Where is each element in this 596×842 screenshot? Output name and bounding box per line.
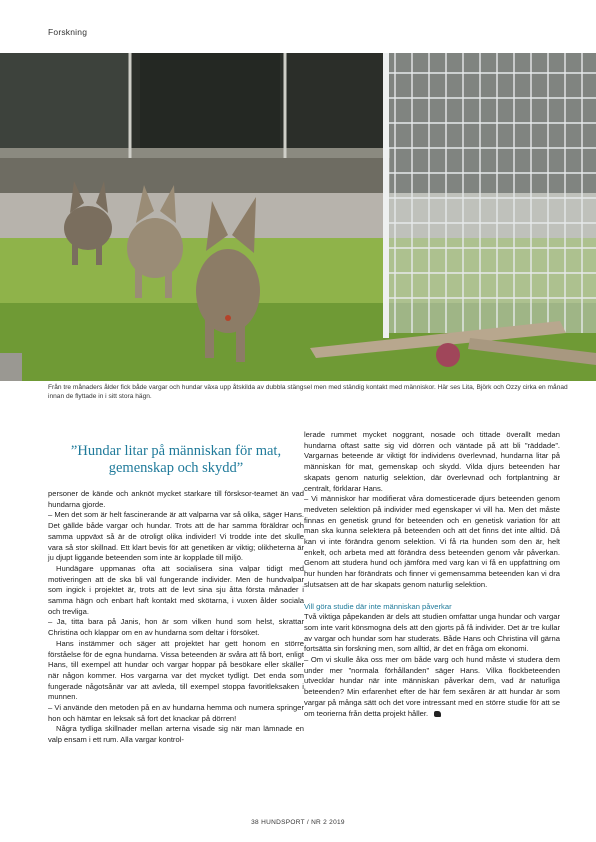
pull-quote: ”Hundar litar på människan för mat, gemenskap och skydd” (70, 443, 282, 476)
issue-number: NR 2 2019 (311, 819, 345, 826)
paragraph: – Vi människor har modifierat våra domesticerade djurs beteenden genom medveten selektion på individer med egenskaper vi vill ha. Men det måste finnas en genetisk grund för beteenden och en genetisk variation för att man ska kunna selektera på beteenden och att det finns det inte alltid. Då kan vi inte förändra genom selektion. Vi få rta hunden som den är, helt enkelt, och arbeta med att förändra dess beteenden genom vår påverkan. Genom att studera hund och jämföra med varg kan vi få en uppfattning om hur hunden har förändrats och finner vi gemensamma beteenden kan vi dra slutsatsen att de har skapats genom naturlig selektion. (304, 494, 560, 589)
page-footer (0, 819, 596, 826)
paragraph: – Vi använde den metoden på en av hundarna hemma och numera springer hon och hämtar en leksak så fort det knackar på dörren! (48, 703, 304, 723)
paragraph: Två viktiga påpekanden är dels att studien omfattar unga hundar och vargar som inte varit könsmogna dels att den gjorts på få individer. Det är tre kullar av vargar och hundar som har studerats. Både Hans och Christina vill gärna fortsätta sin forskning men, som alltid, är det en fråga om ekonomi. (304, 612, 560, 654)
footer-separator: / (306, 819, 309, 826)
paragraph: Hans instämmer och säger att projektet har gett honom en större förståelse för de egna hundarna. Vissa beteenden är svåra att få bort, enligt Hans, till exempel att hundar och vargar hoppar på besökare eller skäller när någon kommer. Hos vargarna var det mycket tydligt. Det enda som fungerade någotsånär var att avleda, till exempel stoppa favoritleksaken i munnen. (48, 638, 304, 702)
photo-caption: Från tre månaders ålder fick både vargar och hundar växa upp åtskilda av dubbla stängsel men med ständig kontakt med människor. Här ses Lita, Björk och Ozzy cirka en månad innan de flyttade in i sitt stora hägn. (48, 384, 568, 400)
paragraph (304, 655, 560, 719)
paragraph: lerade rummet mycket noggrant, nosade och tittade överallt medan hundarna oftast satte sig vid dörren och väntade på att bli ”räddade”. Vargarnas beteende är viktigt för individens överlevnad, hundarna litar på människan för mat, gemenskap och skydd. Vilda djurs beteenden har skapats genom naturlig selektion, där överlevnad och fortplantning är centralt, förklarar Hans. (304, 430, 560, 493)
magazine-name: HUNDSPORT (261, 819, 305, 826)
end-mark-icon (434, 711, 441, 717)
paragraph: – Ja, titta bara på Janis, hon är som vilken hund som helst, skrattar Christina och klappar om en av hundarna som deltar i försöket. (48, 617, 304, 638)
section-label: Forskning (48, 27, 88, 37)
article-photo (0, 53, 596, 381)
subheading: Vill göra studie där inte människan påverkar (304, 601, 452, 611)
paragraph: Hundägare uppmanas ofta att socialisera sina valpar tidigt med motiveringen att de ska bli väl fungerande individer. Men de hundvalpar som ingick i projektet är, trots att de levt sina sju åtta första månader i samma hägn och enbart haft kontakt med skötarna, i vuxen ålder sociala och trevliga. (48, 563, 304, 616)
paragraph: Några tydliga skillnader mellan arterna visade sig när man lämnade en valp ensam i ett rum. Alla vargar kontrol- (48, 724, 304, 745)
paragraph-text: – Om vi skulle åka oss mer om både varg och hund måste vi studera dem under mer ”normala förhållanden” säger Hans. Vilka flockbeteenden utvecklar hundar när inte människan påverkar dem, vad är naturliga beteenden? Min erfarenhet efter de här fem sexåren är att hundar är som vargar på många sätt och det vore intressant med en större studie för att se om teorierna från detta projekt håller. (304, 655, 560, 718)
page-number: 38 (251, 819, 259, 826)
article-column-right (304, 430, 560, 719)
article-column-left (48, 429, 304, 746)
paragraph: personer de kände och anknöt mycket starkare till försksor-teamet än vad hundarna gjorde. (48, 489, 304, 509)
paragraph: – Men det som är helt fascinerande är att valparna var så olika, säger Hans. Det gällde både vargar och hundar. Trots att de har samma föräldrar och samma uppväxt så är de otroligt olika individer! Vi trodde inte det skulle vara så stor skillnad. Ett klart bevis för att genetiken är viktig; olikheterna är ju djupt liggande beteenden som inte är kopplade till miljö. (48, 510, 304, 563)
